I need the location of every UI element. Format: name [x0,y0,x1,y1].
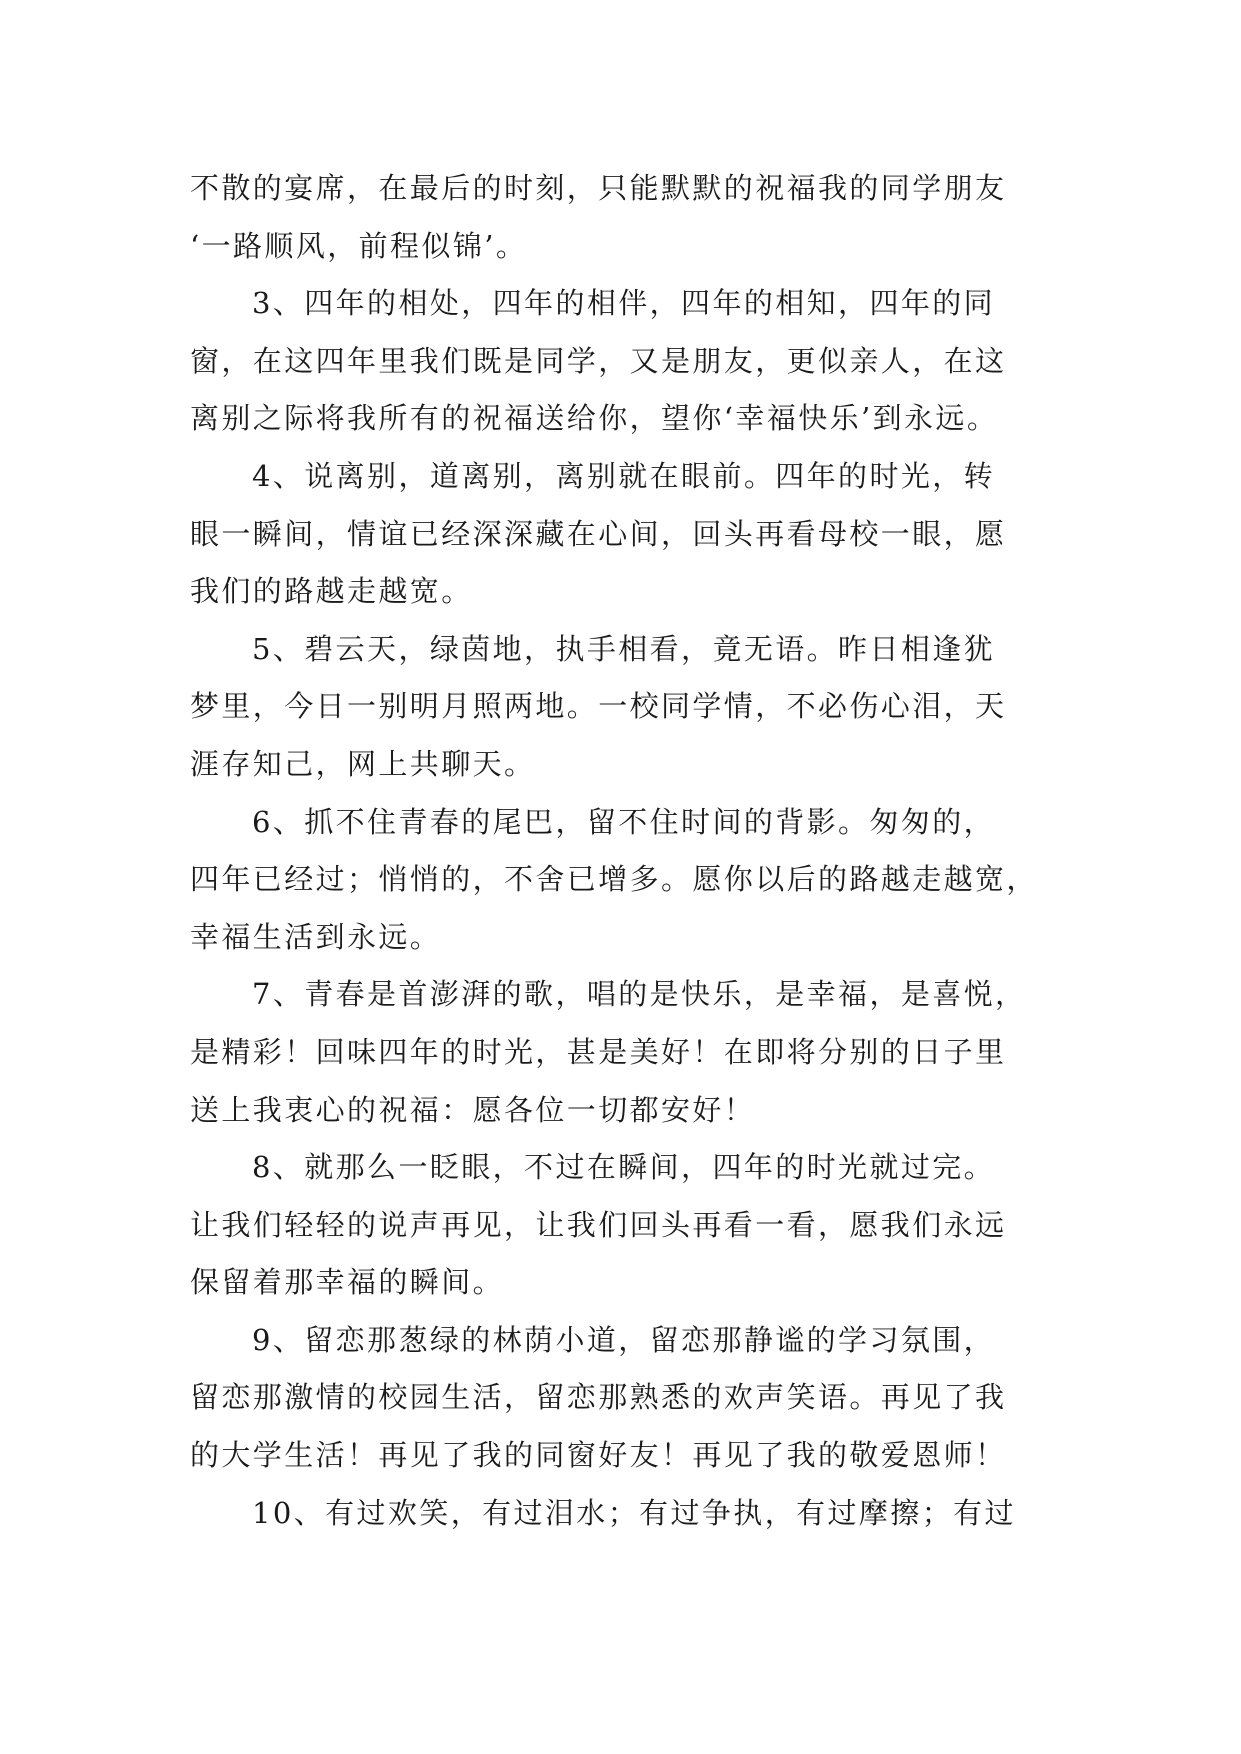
paragraph-start-line: 8、就那么一眨眼，不过在瞬间，四年的时光就过完。 [252,1150,996,1185]
text-line: 的大学生活！再见了我的同窗好友！再见了我的敬爱恩师！ [190,1438,1007,1473]
text-line: 不散的宴席，在最后的时刻，只能默默的祝福我的同学朋友 [190,171,1007,205]
paragraph-start-line: 7、青春是首澎湃的歌，唱的是快乐，是幸福，是喜悦， [252,977,1027,1012]
paragraph-start-line: 4、说离别，道离别，离别就在眼前。四年的时光，转 [252,458,996,493]
text-line: 离别之际将我所有的祝福送给你，望你‘幸福快乐’到永远。 [190,401,999,436]
text-line: ‘一路顺风，前程似锦’。 [190,228,528,263]
text-line: 是精彩！回味四年的时光，甚是美好！在即将分别的日子里 [190,1034,1007,1069]
text-line: 眼一瞬间，情谊已经深深藏在心间，回头再看母校一眼，愿 [190,516,1007,551]
text-line: 留恋那激情的校园生活，留恋那熟悉的欢声笑语。再见了我 [190,1380,1007,1415]
text-line: 保留着那幸福的瞬间。 [190,1265,505,1300]
paragraph-start-line: 6、抓不住青春的尾巴，留不住时间的背影。匆匆的， [252,804,996,839]
paragraph-start-line: 10、有过欢笑，有过泪水；有过争执，有过摩擦；有过 [252,1495,1016,1530]
text-line: 送上我衷心的祝福：愿各位一切都安好！ [190,1092,756,1127]
text-line: 窗，在这四年里我们既是同学，又是朋友，更似亲人，在这 [190,343,1007,378]
paragraph-start-line: 5、碧云天，绿茵地，执手相看，竟无语。昨日相逢犹 [252,631,996,666]
text-line: 幸福生活到永远。 [190,919,442,954]
paragraph-start-line: 3、四年的相处，四年的相伴，四年的相知，四年的同 [252,286,996,321]
paragraph-start-line: 9、留恋那葱绿的林荫小道，留恋那静谧的学习氛围， [252,1322,996,1357]
text-line: 让我们轻轻的说声再见，让我们回头再看一看，愿我们永远 [190,1207,1007,1242]
text-line: 四年已经过；悄悄的，不舍已增多。愿你以后的路越走越宽， [190,862,1038,897]
text-line: 梦里，今日一别明月照两地。一校同学情，不必伤心泪，天 [190,689,1007,724]
document-body [190,160,1052,1542]
text-line: 涯存知己，网上共聊天。 [190,746,536,781]
text-line: 我们的路越走越宽。 [190,574,473,609]
